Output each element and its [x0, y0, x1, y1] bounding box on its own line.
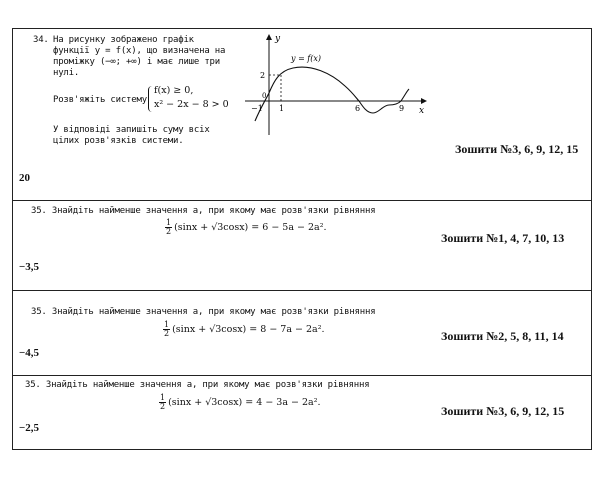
equation-body: (sinx + √3cosx) = 6 − 5a − 2a².	[174, 222, 327, 233]
answer-table	[12, 28, 592, 450]
problem-34-line-2: функції y = f(x), що визначена на	[53, 46, 226, 56]
y-tick-2: 2	[260, 71, 266, 80]
system-brace	[148, 86, 153, 112]
problem-35-variant-2-equation	[163, 321, 325, 338]
y-axis-label: y	[275, 34, 281, 44]
fraction-numerator: 1	[160, 393, 166, 402]
equation-body: (sinx + √3cosx) = 4 − 3a − 2a².	[168, 397, 321, 408]
problem-35-variant-3-notebooks: Зошити №3, 6, 9, 12, 15	[441, 404, 565, 418]
problem-35-variant-2-answer: −4,5	[19, 347, 40, 359]
system-line-2: x² − 2x − 8 > 0	[154, 99, 229, 110]
problem-34-answer-line-2: цілих розв'язків системи.	[53, 136, 184, 146]
problem-34-answer: 20	[19, 172, 30, 184]
problem-35-variant-3-row	[13, 376, 591, 449]
problem-34-line-4: нулі.	[53, 68, 80, 78]
problem-35-variant-1-row	[13, 201, 591, 291]
fraction-numerator: 1	[164, 320, 170, 329]
problem-35-variant-1-text: 35. Знайдіть найменше значення a, при якому має розв'язки рівняння	[31, 206, 376, 216]
problem-35-variant-1-notebooks: Зошити №1, 4, 7, 10, 13	[441, 231, 565, 245]
fraction-denominator: 2	[164, 329, 170, 338]
x-tick-6: 6	[355, 104, 361, 113]
fraction-numerator: 1	[166, 218, 172, 227]
y-axis-arrow	[266, 34, 272, 40]
problem-34-row	[13, 29, 591, 201]
function-label: y = f(x)	[291, 54, 322, 63]
origin-label: 0	[262, 92, 267, 100]
problem-34-notebooks: Зошити №3, 6, 9, 12, 15	[455, 142, 579, 156]
problem-34-answer-line-1: У відповіді запишіть суму всіх	[53, 125, 210, 135]
problem-34-number: 34.	[33, 35, 49, 45]
x-axis-arrow	[421, 98, 427, 104]
problem-35-variant-2-row	[13, 291, 591, 376]
x-tick-9: 9	[399, 104, 405, 113]
x-tick-1: 1	[279, 104, 285, 113]
problem-35-variant-1-equation	[165, 219, 327, 236]
problem-35-variant-3-answer: −2,5	[19, 422, 40, 434]
problem-35-variant-2-text: 35. Знайдіть найменше значення a, при якому має розв'язки рівняння	[31, 307, 376, 317]
problem-34-line-3: проміжку (−∞; +∞) і має лише три	[53, 57, 220, 67]
fraction-denominator: 2	[166, 227, 172, 236]
system-line-1: f(x) ≥ 0,	[154, 85, 194, 96]
problem-35-variant-3-equation	[159, 394, 321, 411]
fraction-denominator: 2	[160, 402, 166, 411]
function-graph	[241, 31, 431, 141]
x-axis-label: x	[419, 106, 425, 116]
equation-body: (sinx + √3cosx) = 8 − 7a − 2a².	[172, 324, 325, 335]
problem-34-line-1: На рисунку зображено графік	[53, 35, 194, 45]
problem-35-variant-2-notebooks: Зошити №2, 5, 8, 11, 14	[441, 329, 564, 343]
problem-35-variant-1-answer: −3,5	[19, 261, 40, 273]
x-tick-minus-1: −1	[251, 104, 263, 113]
problem-34-solve-label: Розв'яжіть систему	[53, 95, 147, 105]
problem-35-variant-3-text: 35. Знайдіть найменше значення a, при якому має розв'язки рівняння	[25, 380, 370, 390]
